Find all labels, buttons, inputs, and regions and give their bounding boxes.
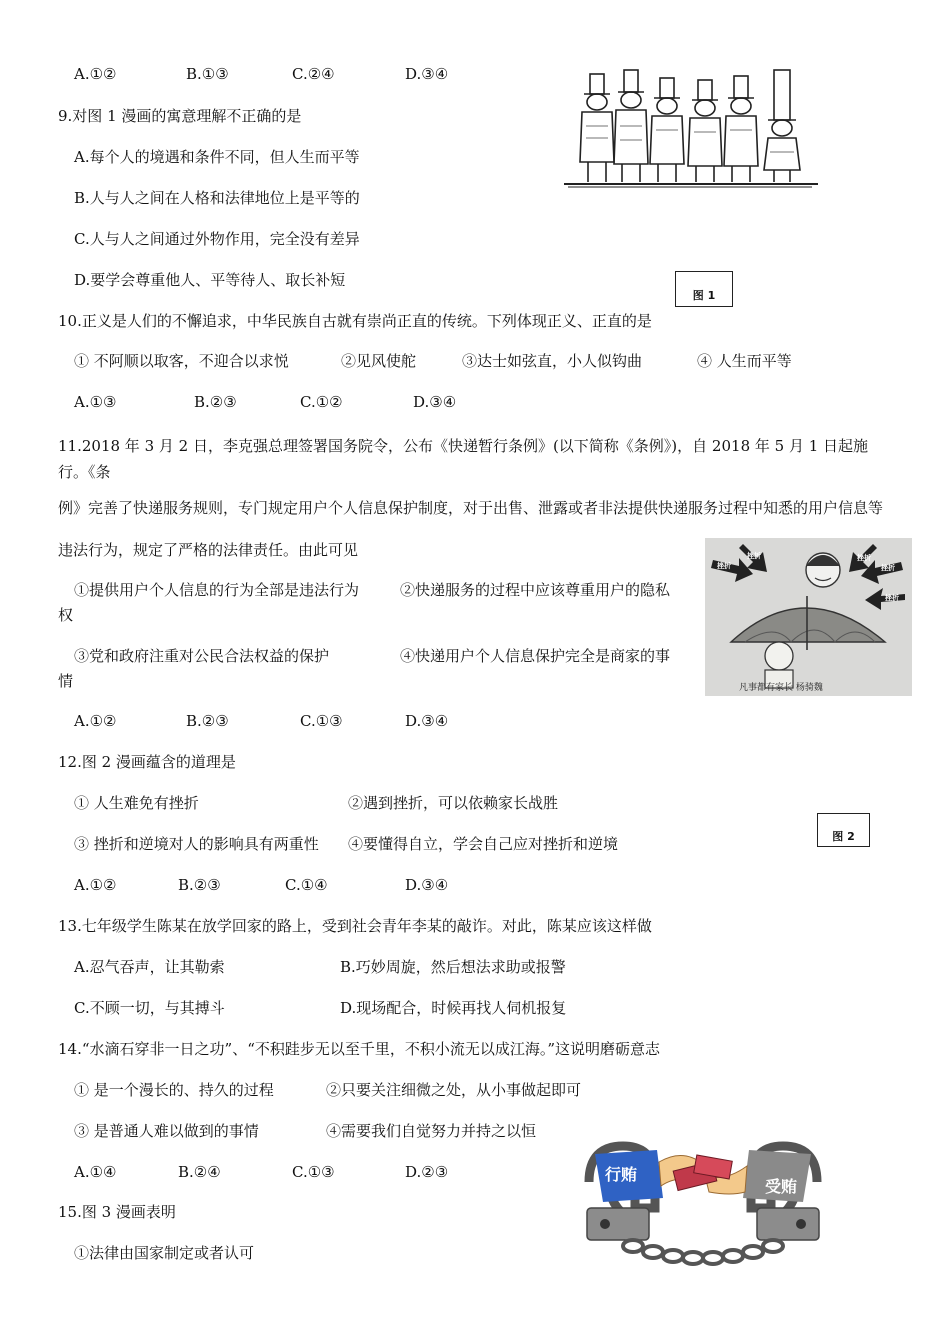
q9-option-b: B.人与人之间在人格和法律地位上是平等的 bbox=[74, 189, 360, 207]
q13-stem: 13.七年级学生陈某在放学回家的路上，受到社会青年李某的敲诈。对此，陈某应该这样做 bbox=[58, 917, 652, 935]
q11-item-2-wrap: 权 bbox=[58, 606, 74, 624]
figure-2-caption: 凡事都有家长 杨骑魏 bbox=[739, 683, 823, 693]
q13-option-a: A.忍气吞声，让其勒索 bbox=[74, 958, 225, 976]
q12-item-4: ④要懂得自立，学会自己应对挫折和逆境 bbox=[348, 835, 619, 853]
figure-2-cartoon bbox=[705, 538, 912, 696]
q10-item-1: ① 不阿顺以取客，不迎合以求悦 bbox=[74, 352, 289, 370]
q11-option-b: B.②③ bbox=[186, 712, 229, 730]
q8-option-c: C.②④ bbox=[292, 65, 335, 83]
q14-item-2: ②只要关注细微之处，从小事做起即可 bbox=[326, 1081, 582, 1099]
q9-stem: 9.对图 1 漫画的寓意理解不正确的是 bbox=[58, 107, 302, 125]
q11-item-4: ④快递用户个人信息保护完全是商家的事 bbox=[400, 647, 671, 665]
q13-option-c: C.不顾一切，与其搏斗 bbox=[74, 999, 225, 1017]
figure-1-cartoon bbox=[562, 66, 820, 190]
q8-option-b: B.①③ bbox=[186, 65, 229, 83]
q11-option-a: A.①② bbox=[74, 712, 117, 730]
q10-option-c: C.①② bbox=[300, 393, 343, 411]
q10-option-b: B.②③ bbox=[194, 393, 237, 411]
q11-option-d: D.③④ bbox=[405, 712, 449, 730]
q10-item-4: ④ 人生而平等 bbox=[697, 352, 792, 370]
q12-option-b: B.②③ bbox=[178, 876, 221, 894]
q11-stem-line1: 11.2018 年 3 月 2 日，李克强总理签署国务院令，公布《快递暂行条例》(以下简称《条例》)，自 2018 年 5 月 1 日起施行。《条 bbox=[58, 437, 869, 481]
q11-option-c: C.①③ bbox=[300, 712, 343, 730]
q13-option-d: D.现场配合，时候再找人伺机报复 bbox=[340, 999, 567, 1017]
bribe-taking-label: 受贿 bbox=[765, 1177, 798, 1196]
q13-option-b: B.巧妙周旋，然后想法求助或报警 bbox=[340, 958, 566, 976]
q12-stem: 12.图 2 漫画蕴含的道理是 bbox=[58, 753, 236, 771]
q15-stem: 15.图 3 漫画表明 bbox=[58, 1203, 176, 1221]
fig2-arrow-label: 挫折 bbox=[885, 594, 899, 602]
q12-item-1: ① 人生难免有挫折 bbox=[74, 794, 199, 812]
q14-stem: 14.“水滴石穿非一日之功”、“不积跬步无以至千里，不积小流无以成江海。”这说明磨砺意志 bbox=[58, 1040, 661, 1058]
q9-option-c: C.人与人之间通过外物作用，完全没有差异 bbox=[74, 230, 360, 248]
q10-stem: 10.正义是人们的不懈追求，中华民族自古就有崇尚正直的传统。下列体现正义、正直的是 bbox=[58, 312, 652, 330]
q14-option-b: B.②④ bbox=[178, 1163, 221, 1181]
q10-item-2: ②见风使舵 bbox=[341, 352, 417, 370]
q11-item-4-wrap: 情 bbox=[58, 672, 74, 690]
q12-item-3: ③ 挫折和逆境对人的影响具有两重性 bbox=[74, 835, 319, 853]
fig2-arrow-label: 挫折 bbox=[717, 562, 731, 570]
q14-option-c: C.①③ bbox=[292, 1163, 335, 1181]
q11-item-1: ①提供用户个人信息的行为全部是违法行为 bbox=[74, 581, 360, 599]
q8-option-d: D.③④ bbox=[405, 65, 449, 83]
q11-stem-line3: 违法行为，规定了严格的法律责任。由此可见 bbox=[58, 541, 359, 559]
fig2-arrow-label: 挫折 bbox=[857, 554, 871, 562]
q11-item-3: ③党和政府注重对公民合法权益的保护 bbox=[74, 647, 330, 665]
fig2-arrow-label: 挫折 bbox=[881, 564, 895, 572]
figure-3-cartoon bbox=[575, 1136, 831, 1266]
q10-option-a: A.①③ bbox=[74, 393, 117, 411]
q12-item-2: ②遇到挫折，可以依赖家长战胜 bbox=[348, 794, 559, 812]
q12-option-c: C.①④ bbox=[285, 876, 328, 894]
q8-option-a: A.①② bbox=[74, 65, 117, 83]
q11-stem-line2: 例》完善了快递服务规则，专门规定用户个人信息保护制度，对于出售、泄露或者非法提供快递服务过程中知悉的用户信息等 bbox=[58, 499, 884, 517]
q9-option-a: A.每个人的境遇和条件不同，但人生而平等 bbox=[74, 148, 360, 166]
figure-2-label: 图 2 bbox=[817, 813, 870, 847]
q14-option-a: A.①④ bbox=[74, 1163, 117, 1181]
q14-item-4: ④需要我们自觉努力并持之以恒 bbox=[326, 1122, 537, 1140]
q14-item-1: ① 是一个漫长的、持久的过程 bbox=[74, 1081, 274, 1099]
q12-option-d: D.③④ bbox=[405, 876, 449, 894]
fig2-arrow-label: 挫折 bbox=[747, 552, 761, 560]
q10-option-d: D.③④ bbox=[413, 393, 457, 411]
q15-item-1: ①法律由国家制定或者认可 bbox=[74, 1244, 255, 1262]
q9-option-d: D.要学会尊重他人、平等待人、取长补短 bbox=[74, 271, 346, 289]
q12-option-a: A.①② bbox=[74, 876, 117, 894]
bribe-giving-label: 行贿 bbox=[605, 1165, 638, 1184]
figure-1-label: 图 1 bbox=[675, 271, 733, 307]
q14-item-3: ③ 是普通人难以做到的事情 bbox=[74, 1122, 259, 1140]
q11-item-2: ②快递服务的过程中应该尊重用户的隐私 bbox=[400, 581, 671, 599]
q10-item-3: ③达士如弦直，小人似钩曲 bbox=[462, 352, 643, 370]
q14-option-d: D.②③ bbox=[405, 1163, 449, 1181]
